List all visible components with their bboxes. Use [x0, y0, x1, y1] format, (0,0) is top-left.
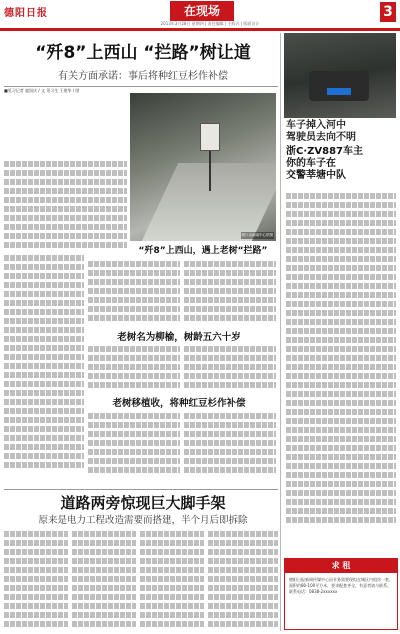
- subtitle-1: 老树名为柳榆，树龄五六十岁: [117, 332, 241, 343]
- page-number: 3: [380, 2, 396, 22]
- lead-body-col5: [88, 343, 180, 393]
- dateline: 2013年3月28日 星期四 | 责任编辑 | 主版式 | 版面设计: [160, 21, 260, 26]
- second-subhead: 原来是电力工程改造需要而搭建，半个月后即拆除: [38, 515, 248, 526]
- lead-body-col4: [184, 258, 276, 326]
- photo-credit: 图片由新闻中心供图: [241, 233, 273, 237]
- section-title: 在现场: [170, 1, 234, 21]
- right-kicker-line1: 车子掉入河中: [286, 120, 346, 131]
- lead-body-col2: [4, 252, 84, 487]
- newspaper-logo: 德阳日报: [4, 8, 48, 19]
- lead-headline: “歼8”上西山 “拦路”树让道: [35, 43, 251, 63]
- right-photo: [284, 33, 396, 118]
- ad-title: 求 租: [285, 559, 397, 573]
- second-headline: 道路两旁惊现巨大脚手架: [60, 494, 226, 512]
- lead-body-col8: [184, 410, 276, 486]
- ad-text: 德阳日报新闻传媒中心因业务需要现拟在城区内租房一套，面积约80-100平方米，要求配套齐全，有意者请与联系。联系电话：0838-2xxxxxx: [289, 577, 393, 594]
- lead-body-col6: [184, 343, 276, 393]
- right-headline-line3: 交警莘塘中队: [286, 170, 346, 181]
- divider: [4, 86, 278, 87]
- lead-body-col3: [88, 258, 180, 326]
- photo-caption: “歼8”上西山，遇上老树“拦路”: [138, 246, 268, 256]
- right-body: [286, 190, 396, 552]
- right-headline: [286, 146, 396, 182]
- right-kicker: [286, 120, 396, 144]
- lead-body-col1: [4, 158, 127, 248]
- lead-subhead: 有关方面承诺：事后将种红豆杉作补偿: [58, 71, 228, 82]
- second-body-col4: [208, 528, 278, 632]
- masthead: [0, 0, 400, 31]
- classified-ad: [284, 558, 398, 630]
- second-body-col2: [72, 528, 136, 632]
- byline: ■见习记者 童国庆 / 文 见习生 王建华 / 图: [4, 88, 80, 93]
- lead-photo: [130, 93, 276, 241]
- column-divider: [280, 33, 281, 631]
- lead-body-col7: [88, 410, 180, 486]
- right-kicker-line2: 驾驶员去向不明: [286, 132, 356, 143]
- second-body-col1: [4, 528, 68, 632]
- right-headline-line2: 你的车子在: [286, 158, 336, 169]
- second-body-col3: [140, 528, 204, 632]
- divider: [4, 489, 278, 490]
- subtitle-2: 老树移植收，将种红豆杉作补偿: [112, 398, 246, 409]
- right-headline-line1: 浙C·ZV887车主: [286, 146, 364, 157]
